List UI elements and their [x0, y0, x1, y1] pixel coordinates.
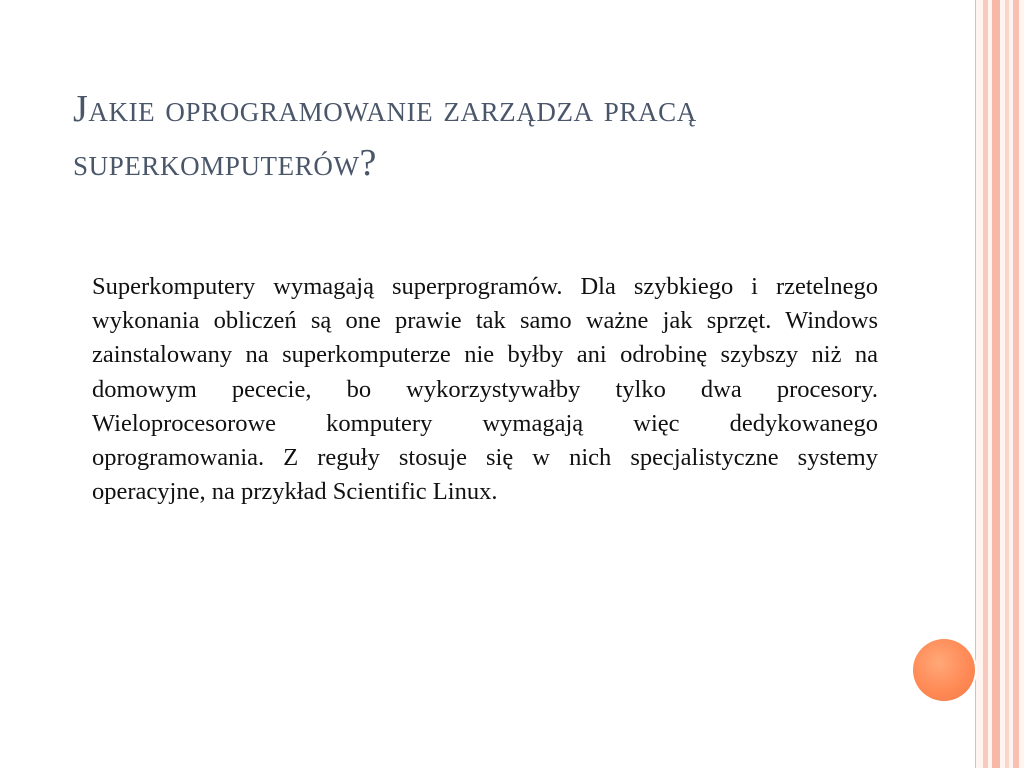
decorative-stripes — [976, 0, 1024, 768]
decorative-stripe — [992, 0, 1000, 768]
decorative-stripe — [1005, 0, 1009, 768]
slide-body-text: Superkomputery wymagają superprogramów. Dla szybkiego i rzetelnego wykonania obliczeń są one prawie tak samo ważne jak sprzęt. Windows zainstalowany na superkomputerze nie byłby ani odrobinę szybszy niż na domowym pececie, bo wykorzystywałby tylko dwa procesory. Wieloprocesorowe komputery wymagają więc dedykowanego oprogramowania. Z reguły stosuje się w nich specjalistyczne systemy operacyjne, na przykład Scientific Linux. — [92, 273, 878, 506]
decorative-stripe — [1013, 0, 1019, 768]
decorative-stripe — [983, 0, 988, 768]
decorative-circle-icon — [913, 639, 975, 701]
slide-title: Jakie oprogramowanie zarządza pracą superkomputerów? — [73, 88, 697, 184]
